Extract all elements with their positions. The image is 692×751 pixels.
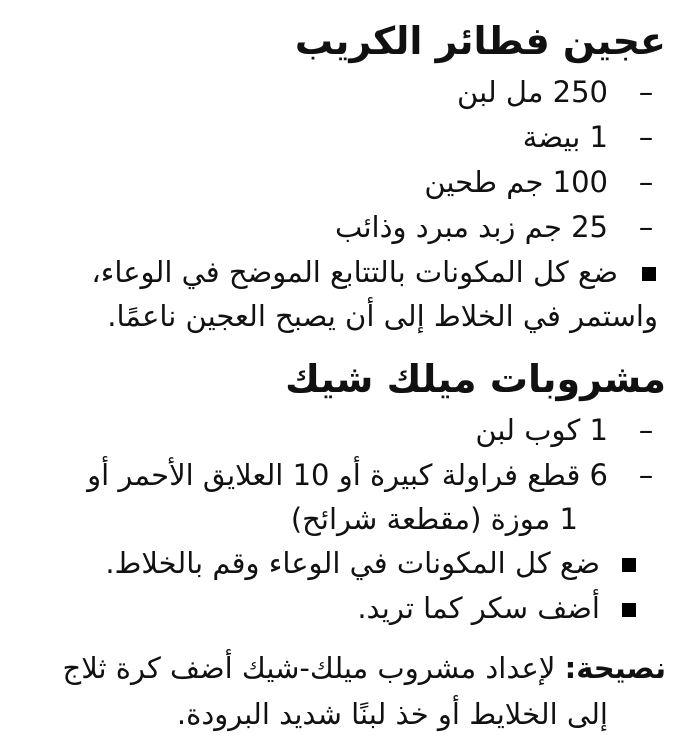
instruction-step: [26, 586, 666, 631]
ingredient-text: 100 جم طحين: [424, 165, 608, 199]
crepe-ingredient-list: [26, 70, 666, 338]
ingredient-item: [26, 453, 666, 541]
tip-text-line1: لإعداد مشروب ميلك-شيك أضف كرة ثلاج: [62, 651, 556, 685]
ingredient-item: [26, 408, 666, 453]
dash-bullet-icon: –: [638, 75, 654, 109]
ingredient-item: [26, 115, 666, 160]
tip-label: نصيحة:: [564, 651, 666, 685]
ingredient-text-line2: 1 موزة (مقطعة شرائح): [290, 502, 578, 536]
square-bullet-icon: [622, 558, 636, 572]
ingredient-text: 1 بيضة: [522, 120, 608, 154]
ingredient-text-line1: 6 قطع فراولة كبيرة أو 10 العلايق الأحمر أو: [87, 458, 608, 492]
tip-paragraph: [26, 645, 666, 737]
ingredient-item: [26, 205, 666, 250]
square-bullet-icon: [642, 267, 656, 281]
milkshake-section-title: مشروبات ميلك شيك: [285, 357, 666, 401]
dash-bullet-icon: –: [638, 165, 654, 199]
dash-bullet-icon: –: [638, 210, 654, 244]
ingredient-text: 1 كوب لبن: [475, 413, 608, 447]
ingredient-item: [26, 160, 666, 205]
ingredient-text: 25 جم زبد مبرد وذائب: [334, 210, 608, 244]
crepe-section-title: عجين فطائر الكريب: [294, 19, 666, 63]
dash-bullet-icon: –: [638, 120, 654, 154]
step-text: ضع كل المكونات في الوعاء وقم بالخلاط.: [105, 546, 600, 580]
dash-bullet-icon: –: [638, 413, 654, 447]
milkshake-ingredient-list: [26, 408, 666, 631]
step-text-line1: ضع كل المكونات بالتتابع الموضح في الوعاء،: [91, 255, 618, 289]
step-text: أضف سكر كما تريد.: [357, 591, 600, 625]
tip-text-line2: إلى الخلايط أو خذ لبنًا شديد البرودة.: [176, 697, 608, 731]
square-bullet-icon: [622, 603, 636, 617]
step-text-line2: واستمر في الخلاط إلى أن يصبح العجين ناعمًا.: [107, 299, 658, 333]
instruction-step: [26, 541, 666, 586]
ingredient-text: 250 مل لبن: [457, 75, 608, 109]
dash-bullet-icon: –: [638, 458, 654, 492]
ingredient-item: [26, 70, 666, 115]
instruction-step: [26, 250, 666, 338]
